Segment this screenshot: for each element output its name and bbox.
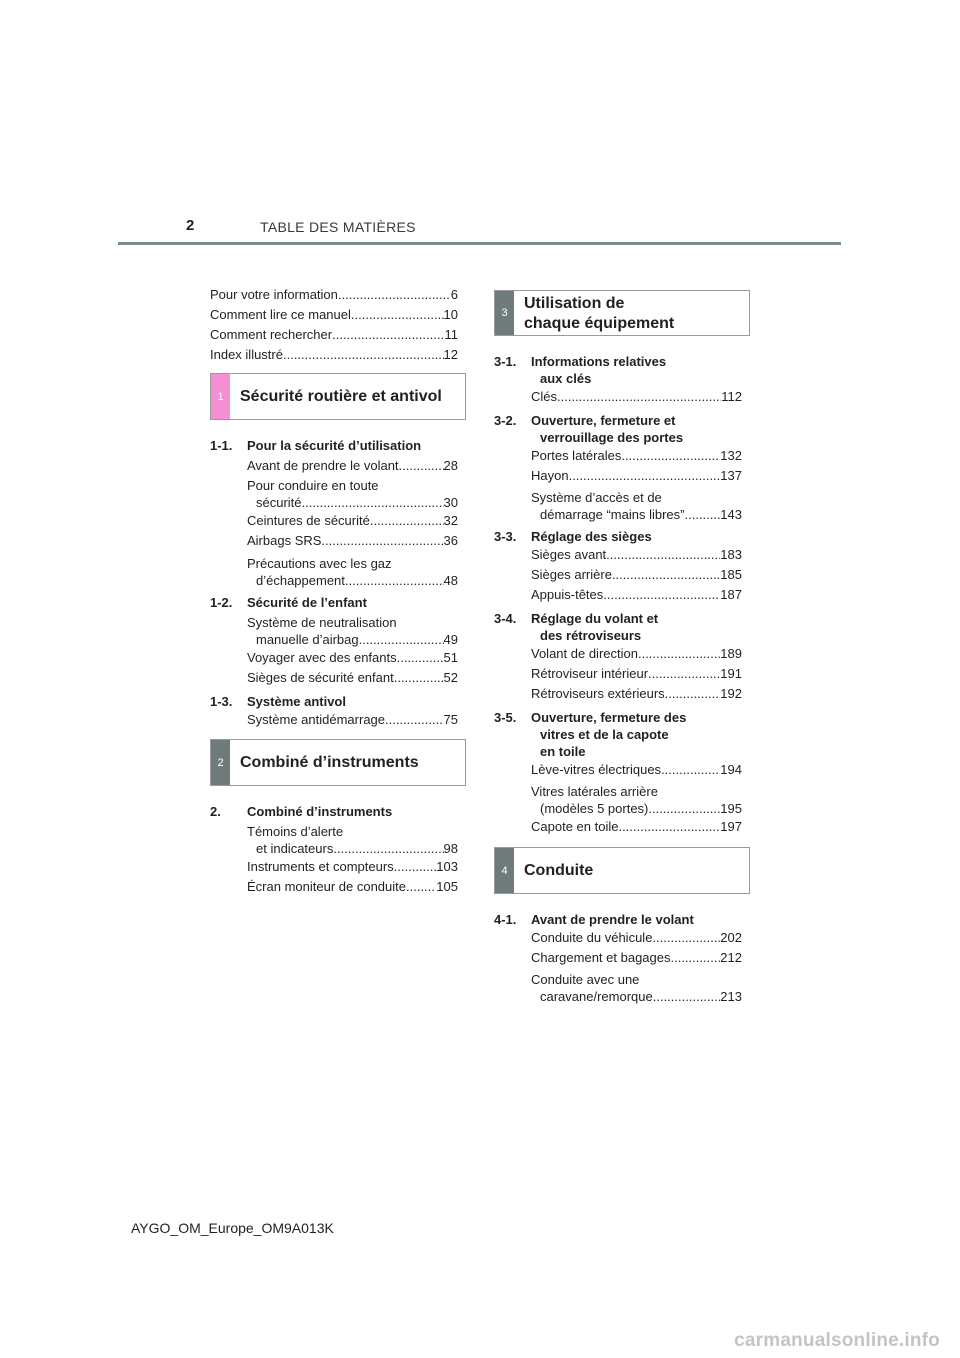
- section-heading[interactable]: 3-2. Ouverture, fermeture et verrouillage des portes: [494, 413, 684, 445]
- toc-entry[interactable]: Appuis-têtes ..... 187: [494, 588, 742, 605]
- toc-entry[interactable]: Avant de prendre le volant ..... 28: [247, 457, 458, 474]
- section-4-1: [494, 911, 742, 928]
- toc-entry[interactable]: Sièges de sécurité enfant ..... 52: [210, 671, 458, 688]
- toc-entry[interactable]: Hayon ..... 137: [494, 469, 742, 486]
- toc-entry-wrapped[interactable]: Vitres latérales arrière (modèles 5 portes) ..... 195: [494, 783, 742, 817]
- section-heading[interactable]: 3-5. Ouverture, fermeture des vitres et de la capote en toile: [494, 710, 687, 759]
- section-1-1: [210, 437, 458, 454]
- section-heading[interactable]: 4-1. Avant de prendre le volant: [494, 912, 694, 927]
- toc-entry[interactable]: Index illustré ..... 12: [210, 345, 458, 365]
- toc-entry-wrapped[interactable]: Conduite avec une caravane/remorque ..... 213: [494, 971, 742, 1005]
- toc-entry[interactable]: Voyager avec des enfants ..... 51: [210, 651, 458, 668]
- chapter-4-title: Conduite: [524, 861, 594, 879]
- toc-entry[interactable]: Pour votre information ..... 6: [210, 285, 458, 305]
- toc-entry-wrapped[interactable]: Pour conduire en toute sécurité ..... 30: [210, 477, 458, 511]
- toc-entry-wrapped[interactable]: Témoins d’alerte et indicateurs ..... 98: [210, 823, 458, 857]
- chapter-3-box[interactable]: [494, 290, 750, 336]
- toc-entry[interactable]: Sièges avant ..... 183: [494, 548, 742, 565]
- toc-entry[interactable]: Système antidémarrage ..... 75: [210, 713, 458, 730]
- section-3-1: [494, 353, 742, 387]
- intro-list: [210, 285, 458, 365]
- watermark: carmanualsonline.info: [734, 1330, 940, 1351]
- toc-entry[interactable]: Airbags SRS ..... 36: [210, 534, 458, 551]
- toc-entry[interactable]: Clés ..... 112: [494, 390, 742, 407]
- chapter-1-box[interactable]: [210, 373, 466, 420]
- chapter-4-box[interactable]: [494, 847, 750, 894]
- toc-entry[interactable]: Comment rechercher ..... 11: [210, 325, 458, 345]
- section-heading[interactable]: 1-3. Système antivol: [210, 694, 346, 709]
- toc-entry-wrapped[interactable]: Système de neutralisation manuelle d’airbag ..... 49: [210, 614, 458, 648]
- toc-entry[interactable]: Comment lire ce manuel ..... 10: [210, 305, 458, 325]
- toc-entry[interactable]: Volant de direction ..... 189: [494, 647, 742, 664]
- section-2: [210, 803, 458, 820]
- header-divider: [118, 242, 841, 245]
- chapter-4-tab: 4: [495, 848, 514, 893]
- toc-entry[interactable]: Lève-vitres électriques ..... 194: [494, 763, 742, 780]
- chapter-1-tab: 1: [211, 374, 230, 419]
- footer-document-code: AYGO_OM_Europe_OM9A013K: [131, 1220, 334, 1236]
- toc-entry[interactable]: Portes latérales ..... 132: [494, 449, 742, 466]
- toc-entry-wrapped[interactable]: Système d’accès et de démarrage “mains libres” ..... 143: [494, 489, 742, 523]
- page-header-title: TABLE DES MATIÈRES: [260, 219, 416, 235]
- toc-entry[interactable]: Capote en toile ..... 197: [494, 820, 742, 837]
- toc-entry[interactable]: Conduite du véhicule ..... 202: [494, 931, 742, 948]
- section-heading[interactable]: 3-4. Réglage du volant et des rétroviseurs: [494, 611, 659, 643]
- toc-entry[interactable]: Instruments et compteurs ..... 103: [210, 860, 458, 877]
- chapter-3-title: Utilisation de chaque équipement: [524, 295, 675, 332]
- toc-entry[interactable]: Sièges arrière ..... 185: [494, 568, 742, 585]
- section-heading[interactable]: 3-1. Informations relatives aux clés: [494, 354, 667, 386]
- chapter-3-tab: 3: [495, 291, 514, 335]
- section-3-4: [494, 610, 742, 644]
- toc-entry[interactable]: Rétroviseurs extérieurs ..... 192: [494, 687, 742, 704]
- toc-entry-wrapped[interactable]: Précautions avec les gaz d’échappement ..... 48: [210, 555, 458, 589]
- toc-entry[interactable]: Rétroviseur intérieur ..... 191: [494, 667, 742, 684]
- chapter-1-title: Sécurité routière et antivol: [240, 387, 442, 405]
- section-heading[interactable]: 1-1. Pour la sécurité d’utilisation: [210, 438, 422, 453]
- chapter-2-title: Combiné d’instruments: [240, 753, 419, 771]
- chapter-2-box[interactable]: [210, 739, 466, 786]
- section-3-3: [494, 528, 742, 545]
- section-3-2: [494, 412, 742, 446]
- toc-entry[interactable]: Ceintures de sécurité ..... 32: [210, 514, 458, 531]
- section-1-2: [210, 594, 458, 611]
- section-1-3: [210, 693, 458, 710]
- section-heading[interactable]: 2. Combiné d’instruments: [210, 804, 393, 819]
- toc-entry[interactable]: Écran moniteur de conduite ..... 105: [210, 880, 458, 897]
- chapter-2-tab: 2: [211, 740, 230, 785]
- section-1-1-entries: [210, 457, 458, 474]
- section-3-5: [494, 709, 742, 760]
- section-heading[interactable]: 3-3. Réglage des sièges: [494, 529, 652, 544]
- section-heading[interactable]: 1-2. Sécurité de l’enfant: [210, 595, 367, 610]
- toc-entry[interactable]: Chargement et bagages ..... 212: [494, 951, 742, 968]
- page-number: 2: [186, 217, 195, 234]
